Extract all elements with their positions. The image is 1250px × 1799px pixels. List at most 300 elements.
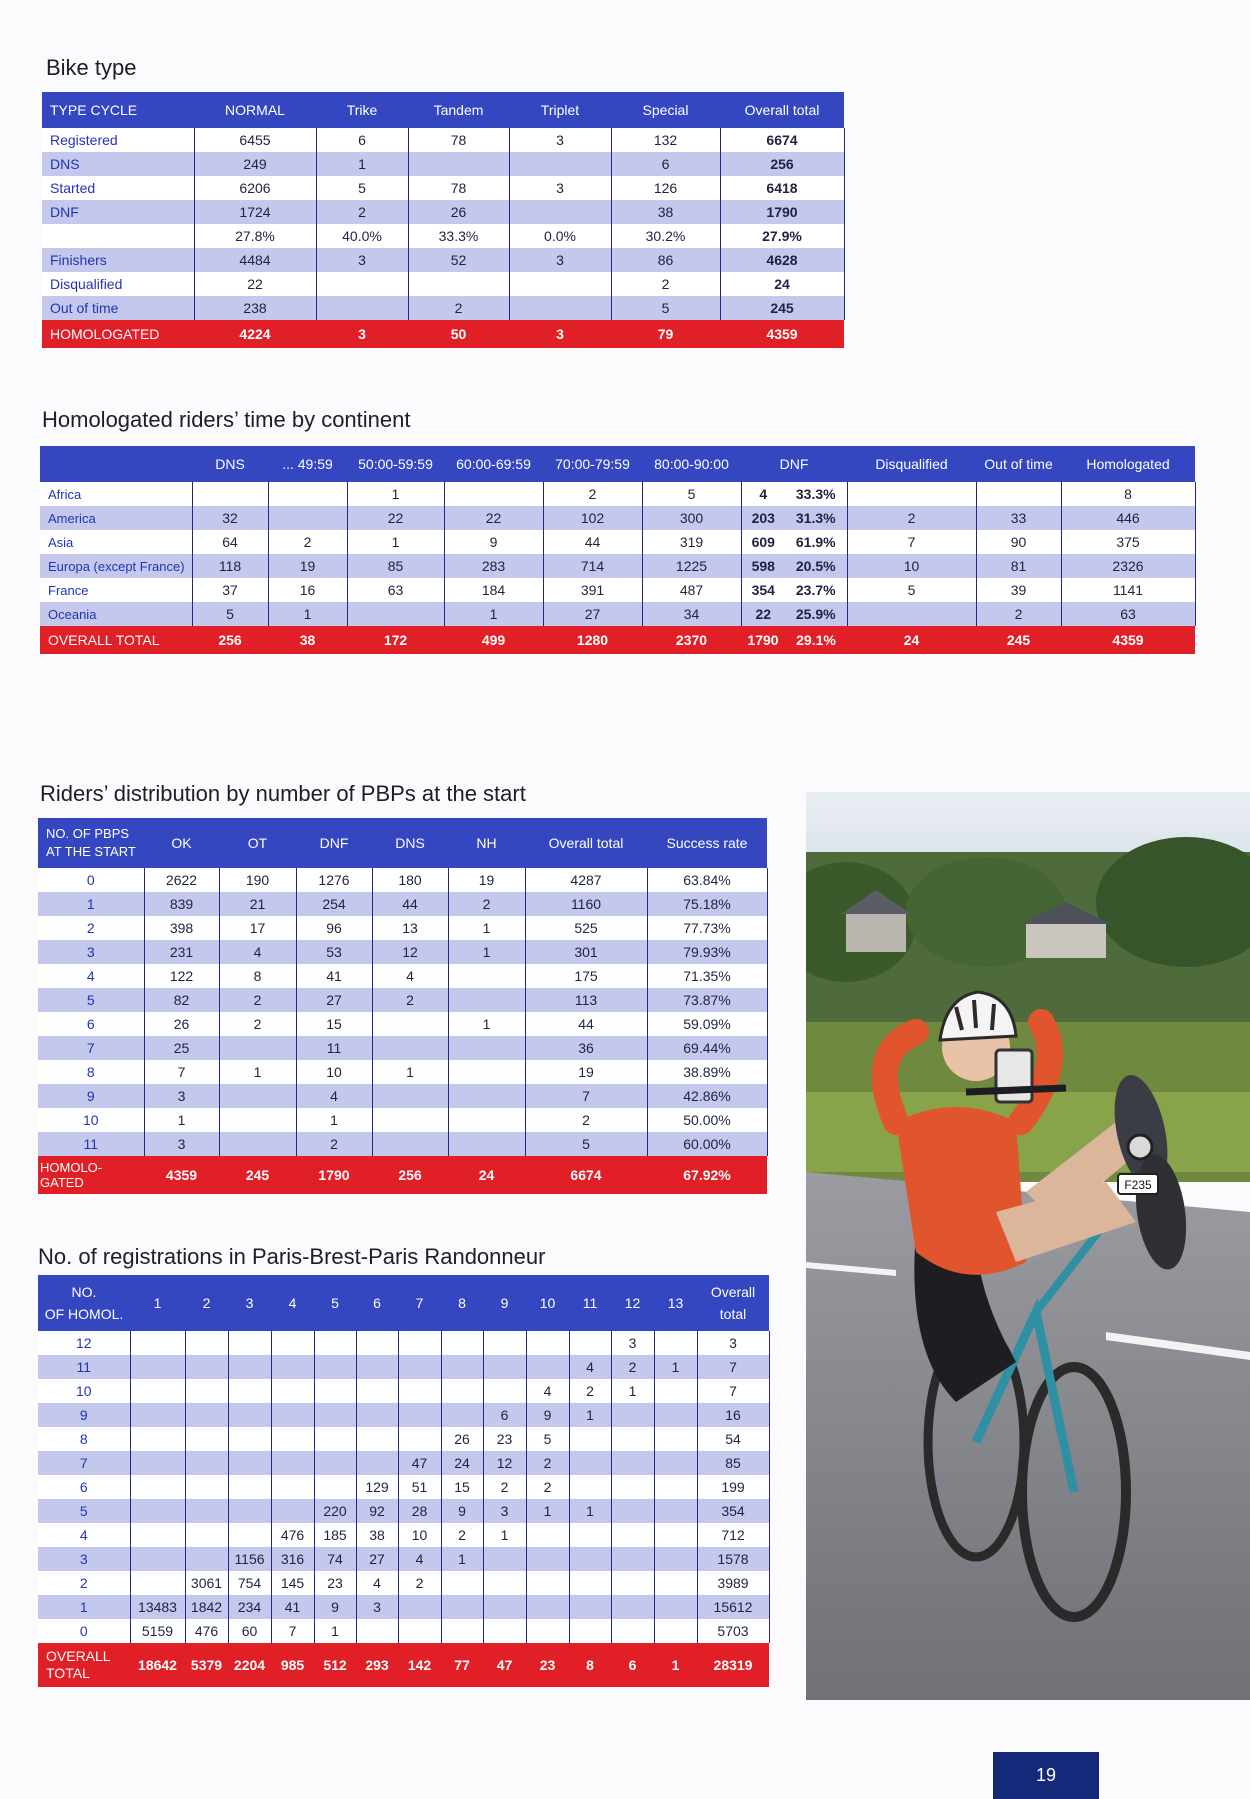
column-header: Disqualified (847, 446, 976, 482)
table-cell: 22 (194, 272, 316, 296)
total-cell: 8 (569, 1643, 611, 1687)
table-cell (130, 1355, 185, 1379)
table-row (38, 1619, 769, 1643)
table-cell: 1 (441, 1547, 483, 1571)
table-cell: 4 (526, 1379, 569, 1403)
table-cell: 132 (611, 128, 720, 152)
table-cell: 245 (720, 296, 844, 320)
table-cell: 5 (316, 176, 408, 200)
table-cell: 238 (194, 296, 316, 320)
table-cell: 69.44% (647, 1036, 767, 1060)
column-header (38, 818, 144, 868)
table-cell: 33 (976, 506, 1061, 530)
table-cell: 3 (356, 1595, 398, 1619)
total-cell: 142 (398, 1643, 441, 1687)
table-cell: 78 (408, 176, 509, 200)
table-cell (42, 224, 194, 248)
table-cell: 33.3% (785, 482, 847, 506)
table-cell: 44 (543, 530, 642, 554)
table-row (38, 1084, 767, 1108)
table-cell: 175 (525, 964, 647, 988)
table-cell: 60.00% (647, 1132, 767, 1156)
table-row (40, 602, 1195, 626)
table-cell (228, 1499, 271, 1523)
continent-title: Homologated riders’ time by continent (42, 407, 411, 432)
column-header: Special (611, 92, 720, 128)
table-cell: France (40, 578, 192, 602)
table-cell: 38.89% (647, 1060, 767, 1084)
column-header: Success rate (647, 818, 767, 868)
table-cell: 7 (38, 1036, 144, 1060)
table-cell: 3989 (697, 1571, 769, 1595)
table-cell: 1 (316, 152, 408, 176)
header-line: OF HOMOL. (44, 1306, 124, 1322)
table-cell (185, 1331, 228, 1355)
table-row (38, 964, 767, 988)
table-cell (611, 1403, 654, 1427)
table-row (38, 1547, 769, 1571)
header-line: AT THE START (46, 844, 136, 859)
total-cell: 245 (976, 626, 1061, 654)
table-cell (526, 1523, 569, 1547)
table-cell: DNF (42, 200, 194, 224)
pbps-title: Riders’ distribution by number of PBPs at the start (40, 781, 526, 806)
table-cell: 63.84% (647, 868, 767, 892)
total-cell: 18642 (130, 1643, 185, 1687)
total-cell: 24 (448, 1156, 525, 1194)
table-cell (483, 1547, 526, 1571)
header-line: HOMOLO- (40, 1160, 103, 1175)
table-cell: 4 (372, 964, 448, 988)
table-cell (130, 1499, 185, 1523)
table-cell (569, 1451, 611, 1475)
table-cell: 5 (847, 578, 976, 602)
table-cell: 754 (228, 1571, 271, 1595)
table-cell (185, 1547, 228, 1571)
table-row (38, 1499, 769, 1523)
total-cell: 172 (347, 626, 444, 654)
table-cell (130, 1523, 185, 1547)
table-cell: 15 (441, 1475, 483, 1499)
table-cell (654, 1427, 697, 1451)
table-cell: 4 (398, 1547, 441, 1571)
table-cell: 9 (441, 1499, 483, 1523)
table-row (40, 506, 1195, 530)
table-cell: 82 (144, 988, 219, 1012)
table-cell (228, 1355, 271, 1379)
table-cell: 1 (448, 1012, 525, 1036)
pbps-table (38, 818, 768, 1194)
table-row (40, 554, 1195, 578)
table-cell: 7 (525, 1084, 647, 1108)
table-cell: 27.8% (194, 224, 316, 248)
table-cell: 4 (569, 1355, 611, 1379)
table-cell: 9 (526, 1403, 569, 1427)
table-cell: 26 (144, 1012, 219, 1036)
table-cell: 73.87% (647, 988, 767, 1012)
table-cell (448, 1108, 525, 1132)
column-header: 70:00-79:59 (543, 446, 642, 482)
table-cell: 6 (483, 1403, 526, 1427)
total-cell: 47 (483, 1643, 526, 1687)
table-cell: 96 (296, 916, 372, 940)
column-header: 6 (356, 1275, 398, 1331)
table-cell: 26 (441, 1427, 483, 1451)
column-header: Overall total (720, 92, 844, 128)
table-cell: 1 (526, 1499, 569, 1523)
table-cell: 316 (271, 1547, 314, 1571)
total-cell: 38 (268, 626, 347, 654)
table-row (42, 248, 844, 272)
total-cell: 1790 (741, 626, 785, 654)
table-cell: 6674 (720, 128, 844, 152)
table-cell: 42.86% (647, 1084, 767, 1108)
total-cell: 3 (509, 320, 611, 348)
table-cell (271, 1379, 314, 1403)
table-cell: 41 (296, 964, 372, 988)
table-row (40, 482, 1195, 506)
table-cell (314, 1379, 356, 1403)
table-row (40, 578, 1195, 602)
table-cell: 40.0% (316, 224, 408, 248)
table-cell: 4 (38, 1523, 130, 1547)
table-row (38, 1523, 769, 1547)
table-cell: 8 (1061, 482, 1195, 506)
total-cell: 1790 (296, 1156, 372, 1194)
table-cell (611, 1523, 654, 1547)
table-cell: 2 (847, 506, 976, 530)
table-cell (356, 1331, 398, 1355)
table-cell (398, 1331, 441, 1355)
table-cell: 79.93% (647, 940, 767, 964)
table-row (42, 296, 844, 320)
table-cell (441, 1331, 483, 1355)
table-cell: 8 (219, 964, 296, 988)
total-cell: 1280 (543, 626, 642, 654)
total-label (38, 1156, 144, 1194)
table-cell: 6418 (720, 176, 844, 200)
total-row (38, 1643, 769, 1687)
table-cell (448, 1036, 525, 1060)
header-line: NO. OF PBPS (46, 826, 130, 841)
table-cell: 249 (194, 152, 316, 176)
table-cell: 234 (228, 1595, 271, 1619)
table-cell: 354 (697, 1499, 769, 1523)
total-cell: 2370 (642, 626, 741, 654)
table-cell: 1 (144, 1108, 219, 1132)
table-cell: 17 (219, 916, 296, 940)
table-cell (526, 1619, 569, 1643)
total-cell: OVERALL TOTAL (40, 626, 192, 654)
table-cell: 2 (408, 296, 509, 320)
table-cell: 300 (642, 506, 741, 530)
table-cell: 1 (268, 602, 347, 626)
table-row (38, 1331, 769, 1355)
table-cell (271, 1475, 314, 1499)
table-cell: 3 (38, 1547, 130, 1571)
table-cell (569, 1547, 611, 1571)
table-row (42, 224, 844, 248)
column-header: OK (144, 818, 219, 868)
table-cell: 54 (697, 1427, 769, 1451)
table-cell: 78 (408, 128, 509, 152)
table-cell (483, 1571, 526, 1595)
table-cell: 199 (697, 1475, 769, 1499)
table-cell: 2 (611, 272, 720, 296)
table-cell (611, 1547, 654, 1571)
column-header: Triplet (509, 92, 611, 128)
table-cell: 256 (720, 152, 844, 176)
column-header: 12 (611, 1275, 654, 1331)
table-cell: 2622 (144, 868, 219, 892)
rider-illustration (806, 792, 1250, 1700)
table-cell (526, 1331, 569, 1355)
table-cell: 25.9% (785, 602, 847, 626)
table-row (38, 892, 767, 916)
table-cell (654, 1595, 697, 1619)
table-cell: 5159 (130, 1619, 185, 1643)
table-cell: 301 (525, 940, 647, 964)
table-cell: 53 (296, 940, 372, 964)
table-cell (441, 1619, 483, 1643)
bike-type-title: Bike type (46, 55, 137, 80)
table-cell: 714 (543, 554, 642, 578)
column-header: 80:00-90:00 (642, 446, 741, 482)
table-cell: 90 (976, 530, 1061, 554)
table-cell (611, 1475, 654, 1499)
table-cell (611, 1451, 654, 1475)
table-cell: 4 (356, 1571, 398, 1595)
table-cell (356, 1379, 398, 1403)
table-cell (316, 296, 408, 320)
table-cell: 220 (314, 1499, 356, 1523)
table-cell (483, 1619, 526, 1643)
total-cell: 4359 (720, 320, 844, 348)
table-cell (356, 1403, 398, 1427)
table-cell: 23 (483, 1427, 526, 1451)
table-cell: Finishers (42, 248, 194, 272)
table-cell: 5 (611, 296, 720, 320)
table-cell: 3 (316, 248, 408, 272)
table-row (38, 988, 767, 1012)
table-cell: 2 (543, 482, 642, 506)
table-cell: 190 (219, 868, 296, 892)
table-cell: 10 (847, 554, 976, 578)
total-cell: 79 (611, 320, 720, 348)
table-cell: America (40, 506, 192, 530)
table-cell: 20.5% (785, 554, 847, 578)
table-cell: 7 (271, 1619, 314, 1643)
table-cell: 27 (356, 1547, 398, 1571)
table-row (38, 1571, 769, 1595)
table-cell: 5 (192, 602, 268, 626)
table-cell: 9 (444, 530, 543, 554)
table-cell: 13 (372, 916, 448, 940)
table-cell (483, 1331, 526, 1355)
table-cell: 3 (483, 1499, 526, 1523)
table-cell (611, 1427, 654, 1451)
table-cell: 1 (654, 1355, 697, 1379)
table-cell (219, 1132, 296, 1156)
table-cell (372, 1084, 448, 1108)
table-cell (444, 482, 543, 506)
table-cell (526, 1355, 569, 1379)
table-cell: 2 (526, 1451, 569, 1475)
table-cell: 12 (483, 1451, 526, 1475)
table-cell (398, 1403, 441, 1427)
column-header: 10 (526, 1275, 569, 1331)
table-cell (398, 1427, 441, 1451)
table-cell: 39 (976, 578, 1061, 602)
table-cell (654, 1451, 697, 1475)
table-cell: 77.73% (647, 916, 767, 940)
table-cell (441, 1379, 483, 1403)
table-row (38, 1036, 767, 1060)
table-cell: 51 (398, 1475, 441, 1499)
header-line: GATED (40, 1175, 84, 1190)
table-cell (130, 1331, 185, 1355)
table-cell (398, 1619, 441, 1643)
table-cell (372, 1036, 448, 1060)
column-header: Tandem (408, 92, 509, 128)
table-cell (448, 1084, 525, 1108)
table-row (42, 152, 844, 176)
table-cell (130, 1403, 185, 1427)
table-cell: 23 (314, 1571, 356, 1595)
table-cell (611, 1595, 654, 1619)
table-cell: 4287 (525, 868, 647, 892)
table-cell (569, 1571, 611, 1595)
table-cell (611, 1571, 654, 1595)
total-cell: 293 (356, 1643, 398, 1687)
column-header: NORMAL (194, 92, 316, 128)
table-cell (219, 1036, 296, 1060)
table-cell (185, 1403, 228, 1427)
table-cell: 5 (525, 1132, 647, 1156)
rider-number-plate: F235 (1124, 1178, 1152, 1192)
column-header: 2 (185, 1275, 228, 1331)
total-cell: 50 (408, 320, 509, 348)
table-cell: 34 (642, 602, 741, 626)
table-cell: 4628 (720, 248, 844, 272)
table-cell: 4 (296, 1084, 372, 1108)
table-cell: 2 (526, 1475, 569, 1499)
table-cell: 1 (372, 1060, 448, 1084)
table-cell: 26 (408, 200, 509, 224)
table-row (38, 940, 767, 964)
table-cell: 2 (372, 988, 448, 1012)
table-cell (448, 1132, 525, 1156)
table-cell: 3 (144, 1132, 219, 1156)
total-cell: 245 (219, 1156, 296, 1194)
table-row (38, 868, 767, 892)
table-cell (569, 1619, 611, 1643)
table-cell (526, 1547, 569, 1571)
column-header: 13 (654, 1275, 697, 1331)
table-cell (408, 152, 509, 176)
table-cell (569, 1331, 611, 1355)
total-cell: 6674 (525, 1156, 647, 1194)
table-cell: 113 (525, 988, 647, 1012)
table-cell: 6 (38, 1012, 144, 1036)
table-cell (314, 1403, 356, 1427)
table-cell: Oceania (40, 602, 192, 626)
registrations-table (38, 1275, 770, 1687)
table-cell: 1 (314, 1619, 356, 1643)
table-cell: 19 (525, 1060, 647, 1084)
table-cell: 8 (38, 1427, 130, 1451)
table-cell (271, 1403, 314, 1427)
column-header: 3 (228, 1275, 271, 1331)
table-cell: 129 (356, 1475, 398, 1499)
table-cell: 3 (697, 1331, 769, 1355)
table-cell (654, 1499, 697, 1523)
table-cell: 2 (316, 200, 408, 224)
table-cell (441, 1355, 483, 1379)
table-cell: 254 (296, 892, 372, 916)
total-cell: 985 (271, 1643, 314, 1687)
table-row (42, 176, 844, 200)
table-cell: 203 (741, 506, 785, 530)
table-cell: 27.9% (720, 224, 844, 248)
table-cell: 30.2% (611, 224, 720, 248)
table-cell: 1160 (525, 892, 647, 916)
table-cell (130, 1475, 185, 1499)
table-cell (271, 1427, 314, 1451)
total-cell: 512 (314, 1643, 356, 1687)
table-cell: 375 (1061, 530, 1195, 554)
table-cell (228, 1331, 271, 1355)
header-line: OVERALL (46, 1648, 111, 1664)
table-cell: 1842 (185, 1595, 228, 1619)
table-cell: 38 (611, 200, 720, 224)
total-cell: 256 (192, 626, 268, 654)
table-cell: 44 (525, 1012, 647, 1036)
table-cell (228, 1427, 271, 1451)
table-cell: 1 (347, 530, 444, 554)
total-row (40, 626, 1195, 654)
column-header (38, 1275, 130, 1331)
table-cell (654, 1571, 697, 1595)
column-header: TYPE CYCLE (42, 92, 194, 128)
table-cell (185, 1355, 228, 1379)
table-cell (483, 1379, 526, 1403)
column-header (697, 1275, 769, 1331)
table-cell (314, 1331, 356, 1355)
table-row (38, 1012, 767, 1036)
total-cell: 67.92% (647, 1156, 767, 1194)
table-cell: 23.7% (785, 578, 847, 602)
table-cell: 102 (543, 506, 642, 530)
table-cell: Registered (42, 128, 194, 152)
table-cell: 86 (611, 248, 720, 272)
table-cell (219, 1084, 296, 1108)
table-cell (847, 482, 976, 506)
table-cell: 10 (296, 1060, 372, 1084)
table-cell: 1790 (720, 200, 844, 224)
table-cell (483, 1355, 526, 1379)
table-cell (569, 1523, 611, 1547)
table-cell: 446 (1061, 506, 1195, 530)
table-cell: 47 (398, 1451, 441, 1475)
table-cell: 1 (483, 1523, 526, 1547)
table-cell: 63 (1061, 602, 1195, 626)
table-cell: 63 (347, 578, 444, 602)
table-cell: 2 (448, 892, 525, 916)
column-header: OT (219, 818, 296, 868)
table-cell (185, 1451, 228, 1475)
table-cell: 1225 (642, 554, 741, 578)
